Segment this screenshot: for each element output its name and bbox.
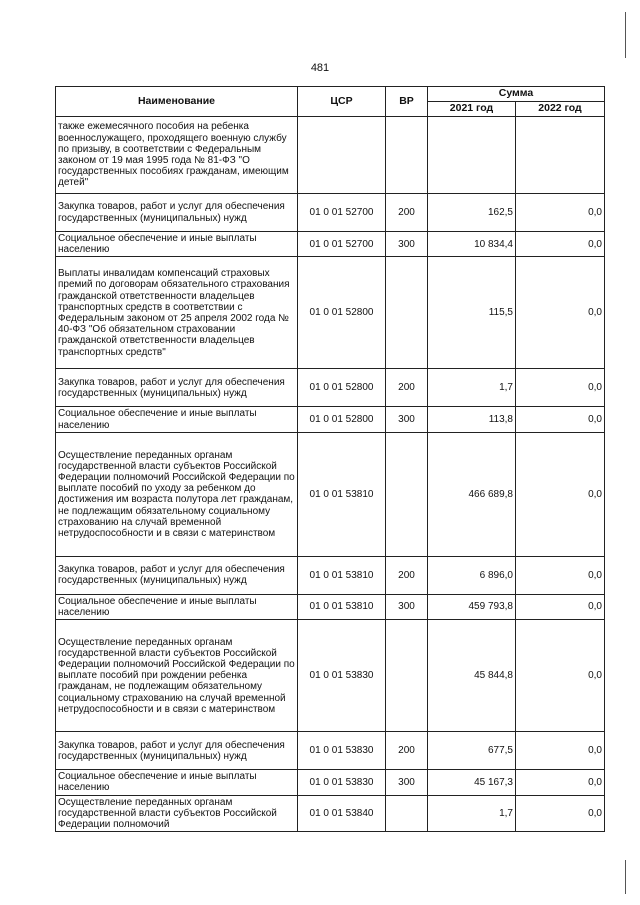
row-sum-2021-cell: 677,5 <box>428 732 516 770</box>
row-csr-cell: 01 0 01 53840 <box>298 795 386 832</box>
row-vr-cell <box>386 795 428 832</box>
header-sum: Сумма <box>428 87 605 102</box>
row-csr-cell: 01 0 01 52700 <box>298 232 386 257</box>
row-csr-cell: 01 0 01 52700 <box>298 194 386 232</box>
row-sum-2022-cell: 0,0 <box>516 732 605 770</box>
row-sum-2021-cell: 1,7 <box>428 369 516 407</box>
row-csr-cell: 01 0 01 52800 <box>298 407 386 432</box>
row-sum-2021-cell: 115,5 <box>428 257 516 369</box>
row-csr-cell: 01 0 01 53810 <box>298 556 386 594</box>
row-sum-2022-cell: 0,0 <box>516 194 605 232</box>
table-row <box>56 117 605 194</box>
row-name-cell: Социальное обеспечение и иные выплаты населению <box>56 407 298 432</box>
row-vr-cell: 200 <box>386 732 428 770</box>
row-name-cell: Осуществление переданных органам государственной власти субъектов Российской Федерации полномочий <box>56 795 298 832</box>
row-sum-2021-cell: 6 896,0 <box>428 556 516 594</box>
row-name-cell: Закупка товаров, работ и услуг для обеспечения государственных (муниципальных) нужд <box>56 194 298 232</box>
row-sum-2022-cell: 0,0 <box>516 594 605 619</box>
row-csr-cell: 01 0 01 53810 <box>298 594 386 619</box>
table-row <box>56 194 605 232</box>
row-sum-2021-cell: 162,5 <box>428 194 516 232</box>
table-row <box>56 770 605 795</box>
row-name-cell: Социальное обеспечение и иные выплаты населению <box>56 770 298 795</box>
row-sum-2021-cell: 45 844,8 <box>428 620 516 732</box>
row-sum-2022-cell: 0,0 <box>516 770 605 795</box>
row-sum-2022-cell: 0,0 <box>516 232 605 257</box>
row-vr-cell: 300 <box>386 232 428 257</box>
row-sum-2021-cell: 10 834,4 <box>428 232 516 257</box>
table-row <box>56 732 605 770</box>
table-row <box>56 257 605 369</box>
row-sum-2022-cell <box>516 117 605 194</box>
table-row <box>56 232 605 257</box>
table-row <box>56 407 605 432</box>
table-row <box>56 556 605 594</box>
row-csr-cell <box>298 117 386 194</box>
page-number: 481 <box>310 62 330 74</box>
row-name-cell: Социальное обеспечение и иные выплаты населению <box>56 594 298 619</box>
row-sum-2021-cell: 113,8 <box>428 407 516 432</box>
row-name-cell: Социальное обеспечение и иные выплаты населению <box>56 232 298 257</box>
row-sum-2021-cell: 45 167,3 <box>428 770 516 795</box>
scan-edge-mark <box>625 12 626 58</box>
header-vr: ВР <box>386 87 428 117</box>
row-sum-2022-cell: 0,0 <box>516 432 605 556</box>
row-csr-cell: 01 0 01 53810 <box>298 432 386 556</box>
row-sum-2022-cell: 0,0 <box>516 795 605 832</box>
row-sum-2022-cell: 0,0 <box>516 369 605 407</box>
header-year-2021: 2021 год <box>428 102 516 117</box>
row-vr-cell: 200 <box>386 556 428 594</box>
row-name-cell: Закупка товаров, работ и услуг для обеспечения государственных (муниципальных) нужд <box>56 556 298 594</box>
header-year-2022: 2022 год <box>516 102 605 117</box>
table-row <box>56 432 605 556</box>
table-row <box>56 795 605 832</box>
scan-edge-mark <box>625 860 626 894</box>
row-sum-2021-cell: 1,7 <box>428 795 516 832</box>
row-name-cell: Закупка товаров, работ и услуг для обеспечения государственных (муниципальных) нужд <box>56 732 298 770</box>
header-name: Наименование <box>56 87 298 117</box>
row-csr-cell: 01 0 01 53830 <box>298 620 386 732</box>
table-row <box>56 369 605 407</box>
row-csr-cell: 01 0 01 53830 <box>298 732 386 770</box>
budget-table <box>55 86 605 832</box>
row-sum-2021-cell: 466 689,8 <box>428 432 516 556</box>
row-name-cell: Выплаты инвалидам компенсаций страховых премий по договорам обязательного страхования гражданской ответственности владельцев транспортных средств в соответствии с Федеральным законом от 25 апреля 2002 года № 40-ФЗ "Об обязательном страховании гражданской ответственности владельцев транспортных средств" <box>56 257 298 369</box>
row-name-cell: Закупка товаров, работ и услуг для обеспечения государственных (муниципальных) нужд <box>56 369 298 407</box>
row-csr-cell: 01 0 01 53830 <box>298 770 386 795</box>
header-csr: ЦСР <box>298 87 386 117</box>
row-name-cell: также ежемесячного пособия на ребенка военнослужащего, проходящего военную службу по призыву, в соответствии с Федеральным законом от 19 мая 1995 года № 81-ФЗ "О государственных пособиях гражданам, имеющим детей" <box>56 117 298 194</box>
table-row <box>56 594 605 619</box>
row-name-cell: Осуществление переданных органам государственной власти субъектов Российской Федерации полномочий Российской Федерации по выплате пособий по уходу за ребенком до достижения им возраста полутора лет гражданам, не подлежащим обязательному социальному страхованию на случай временной нетрудоспособности и в связи с материнством <box>56 432 298 556</box>
row-sum-2022-cell: 0,0 <box>516 556 605 594</box>
row-vr-cell: 300 <box>386 770 428 795</box>
row-csr-cell: 01 0 01 52800 <box>298 369 386 407</box>
row-vr-cell: 300 <box>386 594 428 619</box>
row-vr-cell: 300 <box>386 407 428 432</box>
row-name-cell: Осуществление переданных органам государственной власти субъектов Российской Федерации полномочий Российской Федерации по выплате пособий при рождении ребенка гражданам, не подлежащим обязательному социальному страхованию на случай временной нетрудоспособности и в связи с материнством <box>56 620 298 732</box>
row-sum-2021-cell: 459 793,8 <box>428 594 516 619</box>
row-sum-2022-cell: 0,0 <box>516 257 605 369</box>
row-csr-cell: 01 0 01 52800 <box>298 257 386 369</box>
row-sum-2022-cell: 0,0 <box>516 407 605 432</box>
row-vr-cell <box>386 117 428 194</box>
row-vr-cell <box>386 257 428 369</box>
row-vr-cell <box>386 432 428 556</box>
table-row <box>56 620 605 732</box>
row-sum-2022-cell: 0,0 <box>516 620 605 732</box>
row-vr-cell: 200 <box>386 194 428 232</box>
row-vr-cell: 200 <box>386 369 428 407</box>
row-sum-2021-cell <box>428 117 516 194</box>
row-vr-cell <box>386 620 428 732</box>
